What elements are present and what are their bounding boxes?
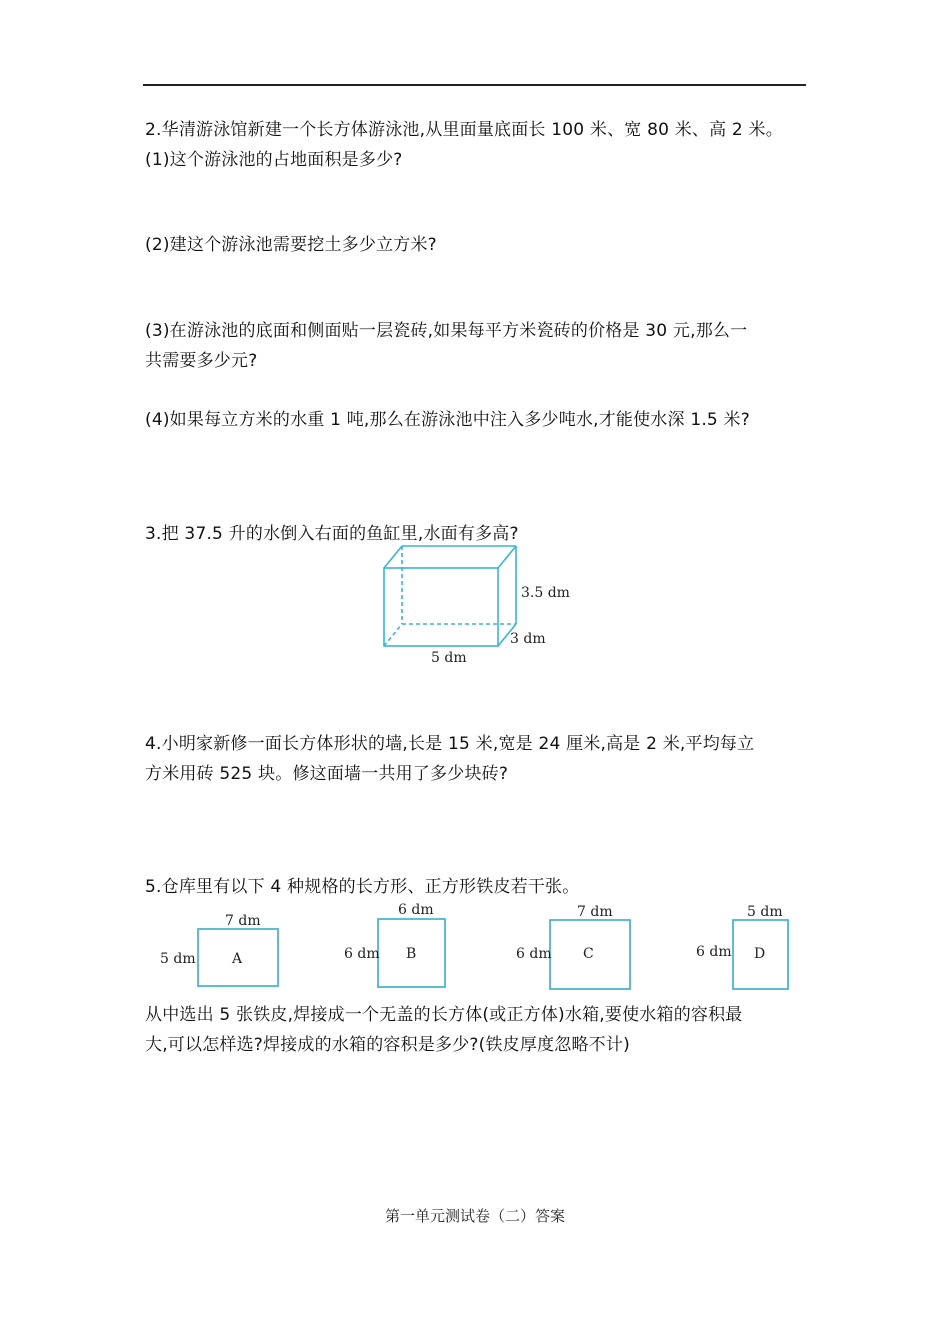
page-footer: 第一单元测试卷（二）答案 bbox=[384, 1207, 565, 1225]
q2-sub3-line2: 共需要多少元? bbox=[145, 351, 258, 371]
width-label: 3 dm bbox=[510, 631, 546, 647]
height-label: 3.5 dm bbox=[521, 585, 570, 601]
q4-line1: 4.小明家新修一面长方体形状的墙,长是 15 米,宽是 24 厘米,高是 2 米,平均每立 bbox=[145, 734, 755, 754]
q4-line2: 方米用砖 525 块。修这面墙一共用了多少块砖? bbox=[145, 764, 509, 784]
q5-line1: 从中选出 5 张铁皮,焊接成一个无盖的长方体(或正方体)水箱,要使水箱的容积最 bbox=[145, 1005, 743, 1025]
header-rule bbox=[143, 84, 806, 86]
q2-sub1: (1)这个游泳池的占地面积是多少? bbox=[145, 150, 403, 170]
q2-sub2: (2)建这个游泳池需要挖土多少立方米? bbox=[145, 235, 437, 255]
q5-stem: 5.仓库里有以下 4 种规格的长方形、正方形铁皮若干张。 bbox=[145, 877, 580, 897]
sheet-c-top-label: 7 dm bbox=[577, 904, 613, 920]
q2-sub3-line1: (3)在游泳池的底面和侧面贴一层瓷砖,如果每平方米瓷砖的价格是 30 元,那么一 bbox=[145, 321, 748, 341]
sheet-d-top-label: 5 dm bbox=[747, 904, 783, 920]
fish-tank-cuboid-figure bbox=[370, 540, 590, 670]
iron-sheets-figure bbox=[150, 895, 810, 995]
q3-stem: 3.把 37.5 升的水倒入右面的鱼缸里,水面有多高? bbox=[145, 524, 519, 544]
sheet-a-side-label: 5 dm bbox=[160, 951, 196, 967]
sheet-a-name: A bbox=[232, 951, 243, 967]
q5-line2: 大,可以怎样选?焊接成的水箱的容积是多少?(铁皮厚度忽略不计) bbox=[145, 1035, 630, 1055]
sheet-b-side-label: 6 dm bbox=[344, 946, 380, 962]
q2-sub4: (4)如果每立方米的水重 1 吨,那么在游泳池中注入多少吨水,才能使水深 1.5 米? bbox=[145, 410, 750, 430]
sheet-b-top-label: 6 dm bbox=[398, 902, 434, 918]
length-label: 5 dm bbox=[431, 650, 467, 666]
q2-stem: 2.华清游泳馆新建一个长方体游泳池,从里面量底面长 100 米、宽 80 米、高 2 米。 bbox=[145, 120, 783, 140]
sheet-a-top-label: 7 dm bbox=[225, 913, 261, 929]
sheet-b-name: B bbox=[406, 946, 417, 962]
sheet-d-name: D bbox=[754, 946, 766, 962]
sheet-d-side-label: 6 dm bbox=[696, 944, 732, 960]
sheet-c-side-label: 6 dm bbox=[516, 946, 552, 962]
sheet-c-name: C bbox=[583, 946, 594, 962]
